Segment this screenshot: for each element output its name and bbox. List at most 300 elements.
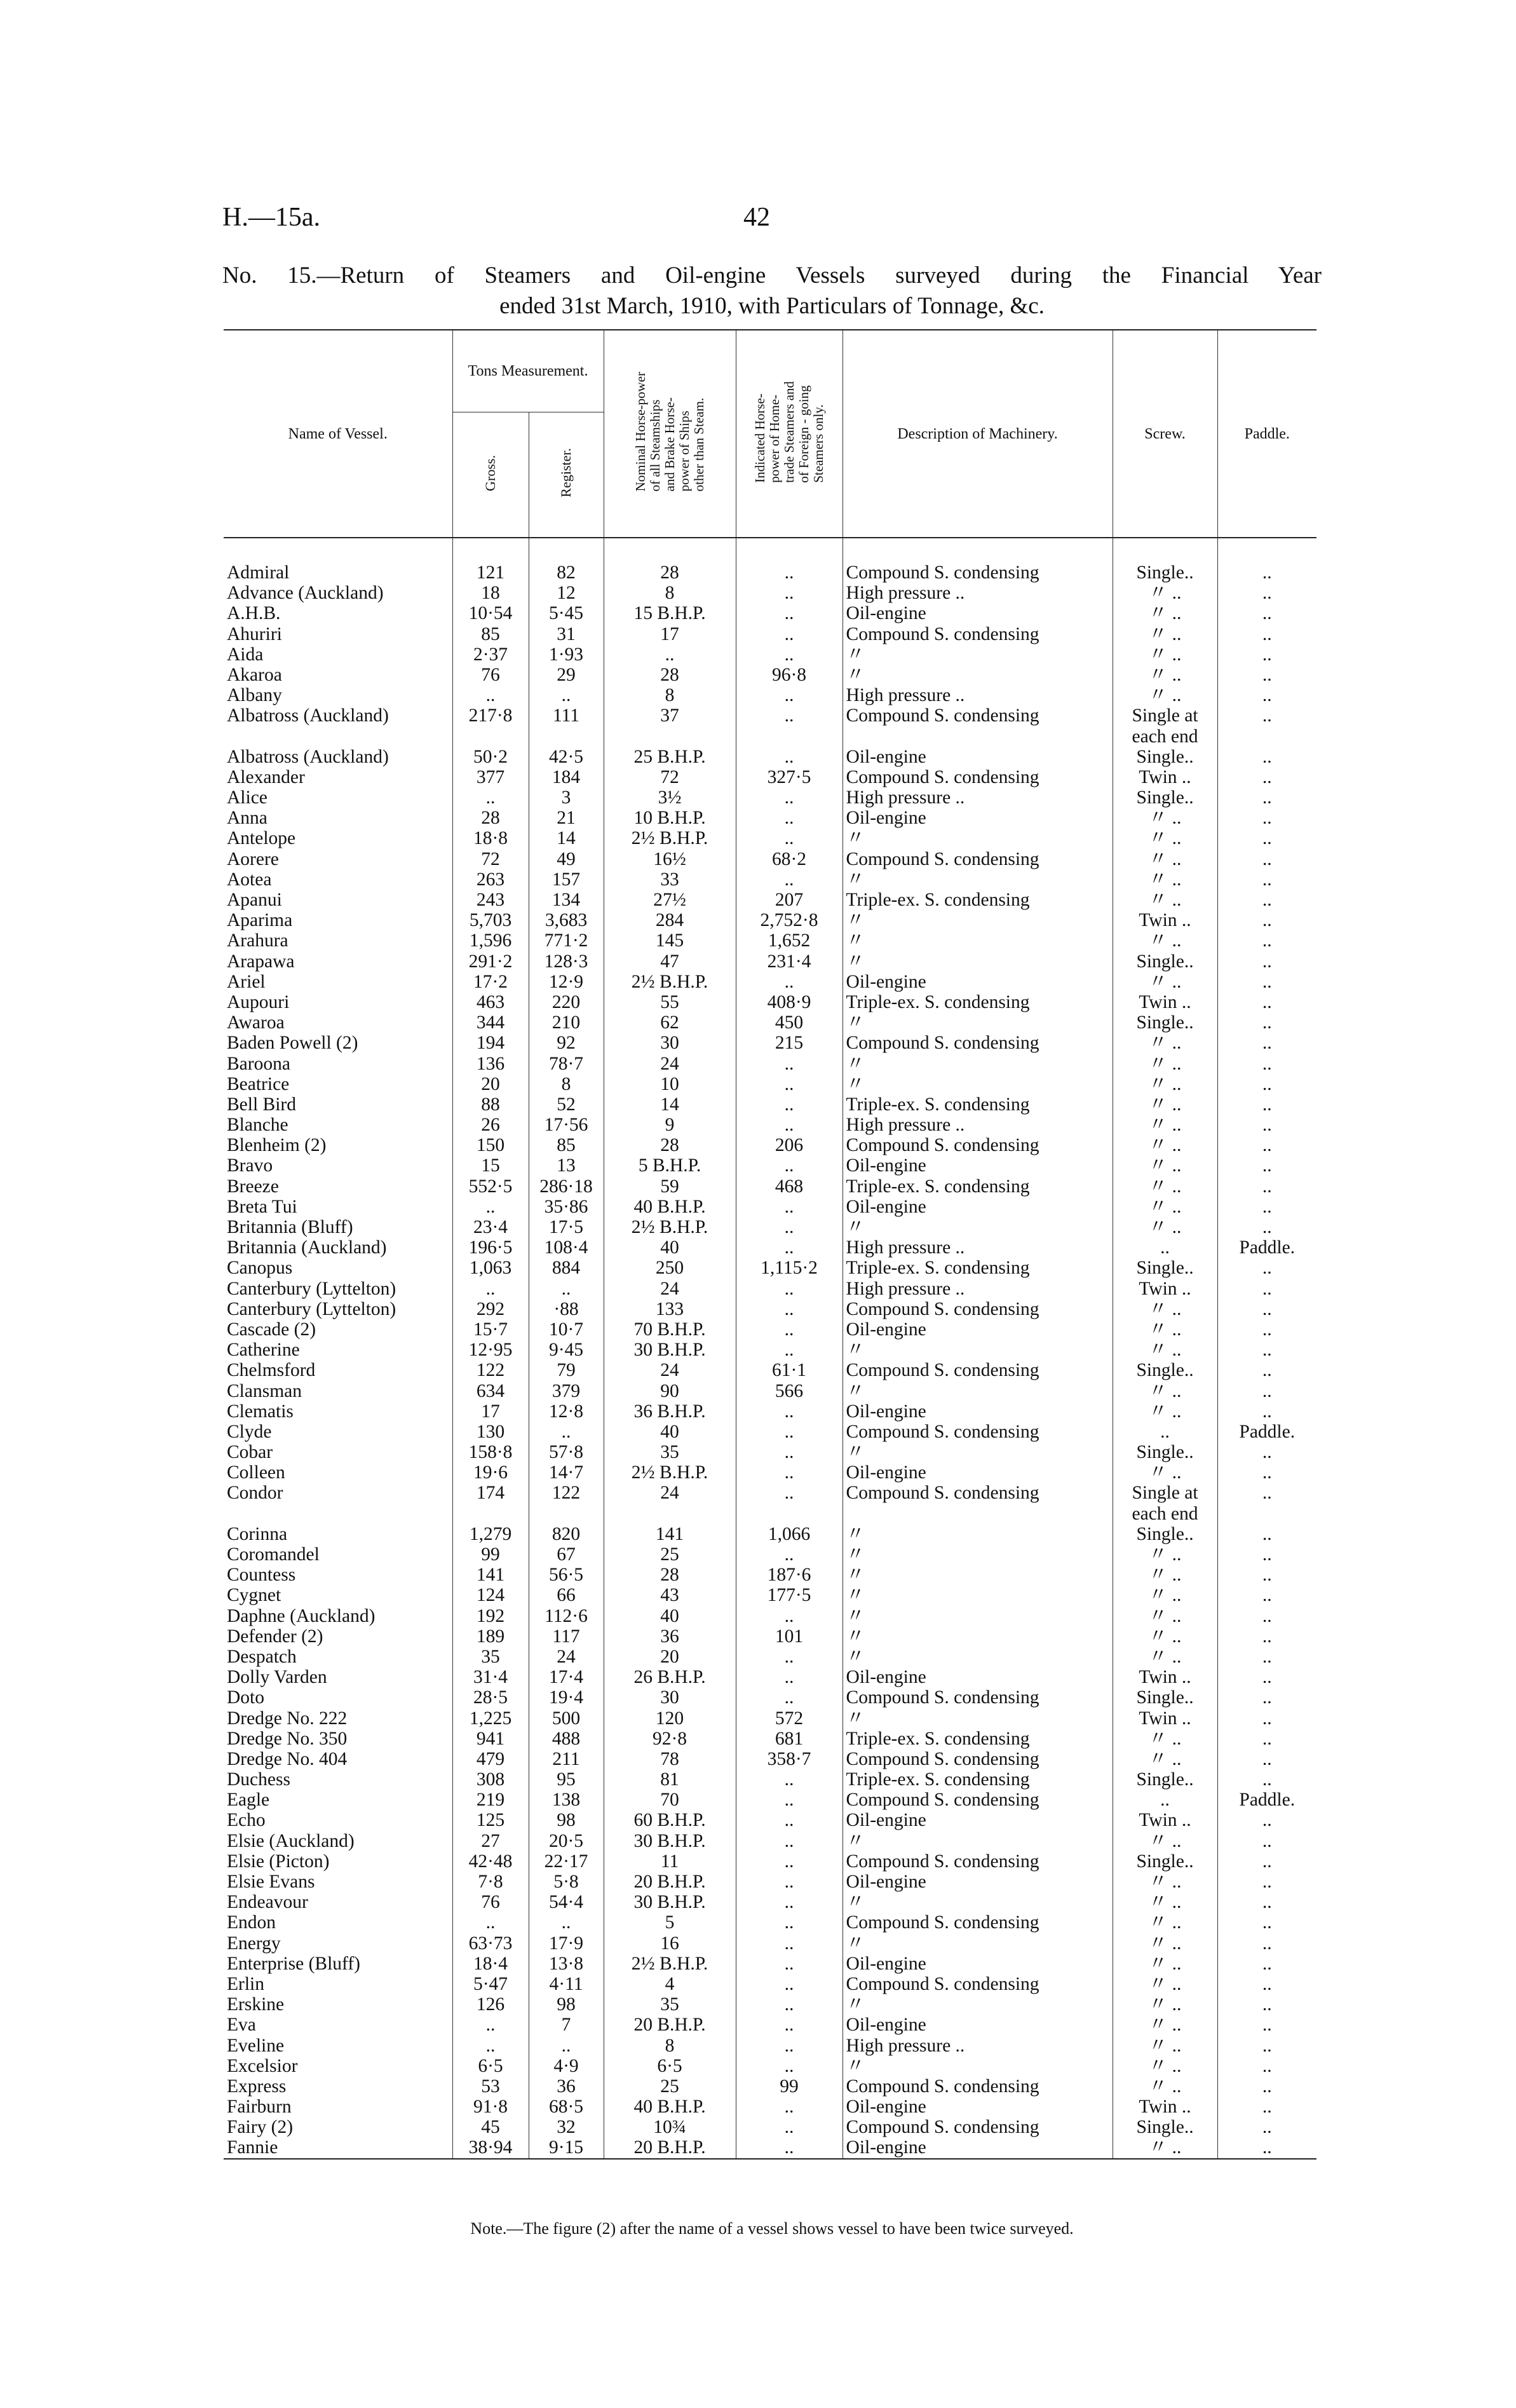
screw-type: 〃 .. bbox=[1113, 1831, 1217, 1851]
register-tons: 500 bbox=[529, 1708, 604, 1729]
indicated-horse-power: .. bbox=[736, 972, 843, 992]
machinery-description: 〃 bbox=[843, 1565, 1113, 1585]
indicated-horse-power: 450 bbox=[736, 1012, 843, 1033]
gross-tons: 136 bbox=[452, 1054, 529, 1074]
nominal-horse-power: 120 bbox=[604, 1708, 736, 1729]
vessel-name: Canopus bbox=[227, 1258, 293, 1279]
register-tons: 3,683 bbox=[529, 910, 604, 930]
nominal-horse-power: 145 bbox=[604, 930, 736, 951]
indicated-horse-power: 68·2 bbox=[736, 849, 843, 869]
paddle-type: .. bbox=[1217, 1258, 1316, 1278]
nominal-horse-power: 25 B.H.P. bbox=[604, 747, 736, 767]
screw-type: Single.. bbox=[1113, 747, 1217, 767]
paddle-type: .. bbox=[1217, 1319, 1316, 1340]
register-tons: 31 bbox=[529, 624, 604, 644]
paddle-type: .. bbox=[1217, 685, 1316, 705]
indicated-horse-power: .. bbox=[736, 1851, 843, 1872]
machinery-description: 〃 bbox=[843, 644, 1113, 665]
indicated-horse-power: 681 bbox=[736, 1729, 843, 1749]
paddle-type: .. bbox=[1217, 1892, 1316, 1912]
gross-tons: 192 bbox=[452, 1606, 529, 1626]
screw-type: each end bbox=[1113, 1504, 1217, 1524]
header-description: Description of Machinery. bbox=[843, 330, 1113, 538]
screw-type: 〃 .. bbox=[1113, 930, 1217, 951]
nominal-horse-power: 26 B.H.P. bbox=[604, 1667, 736, 1687]
vessel-name: Eagle bbox=[227, 1790, 270, 1811]
nominal-horse-power: 92·8 bbox=[604, 1729, 736, 1749]
indicated-horse-power: 61·1 bbox=[736, 1360, 843, 1380]
nominal-horse-power: 28 bbox=[604, 1135, 736, 1155]
indicated-horse-power: .. bbox=[736, 1790, 843, 1810]
screw-type: 〃 .. bbox=[1113, 1197, 1217, 1217]
nominal-horse-power: 15 B.H.P. bbox=[604, 603, 736, 623]
register-tons: 12·8 bbox=[529, 1401, 604, 1422]
table-row bbox=[224, 2056, 1316, 2076]
paddle-type: .. bbox=[1217, 1585, 1316, 1605]
gross-tons: 7·8 bbox=[452, 1872, 529, 1892]
register-tons: 49 bbox=[529, 849, 604, 869]
table-row bbox=[224, 910, 1316, 930]
vessel-name: Cygnet bbox=[227, 1585, 281, 1606]
vessel-name: Breta Tui bbox=[227, 1196, 297, 1217]
table-row bbox=[224, 624, 1316, 644]
register-tons: 67 bbox=[529, 1544, 604, 1565]
table-row bbox=[224, 2015, 1316, 2035]
screw-type: 〃 .. bbox=[1113, 1319, 1217, 1340]
register-tons: 5·8 bbox=[529, 1872, 604, 1892]
nominal-horse-power: 24 bbox=[604, 1483, 736, 1503]
screw-type: 〃 .. bbox=[1113, 1994, 1217, 2015]
gross-tons: .. bbox=[452, 2036, 529, 2056]
indicated-horse-power: .. bbox=[736, 603, 843, 623]
register-tons: 8 bbox=[529, 1074, 604, 1094]
nominal-horse-power: .. bbox=[604, 644, 736, 665]
paddle-type: .. bbox=[1217, 1851, 1316, 1872]
paddle-type: .. bbox=[1217, 1155, 1316, 1176]
nominal-horse-power: 10¾ bbox=[604, 2117, 736, 2137]
gross-tons: 15·7 bbox=[452, 1319, 529, 1340]
screw-type: 〃 .. bbox=[1113, 1912, 1217, 1933]
indicated-horse-power: .. bbox=[736, 1769, 843, 1790]
paddle-type: .. bbox=[1217, 1135, 1316, 1155]
screw-type: 〃 .. bbox=[1113, 1892, 1217, 1912]
title-line-1: No. 15.—Return of Steamers and Oil-engine Vessels surveyed during the Financial Year bbox=[222, 262, 1322, 289]
indicated-horse-power: 96·8 bbox=[736, 665, 843, 685]
nominal-horse-power: 2½ B.H.P. bbox=[604, 828, 736, 848]
screw-type: 〃 .. bbox=[1113, 849, 1217, 869]
nominal-horse-power: 70 B.H.P. bbox=[604, 1319, 736, 1340]
register-tons: .. bbox=[529, 685, 604, 705]
machinery-description: Triple-ex. S. condensing bbox=[843, 1769, 1113, 1790]
gross-tons: 344 bbox=[452, 1012, 529, 1033]
gross-tons: 20 bbox=[452, 1074, 529, 1094]
indicated-horse-power: .. bbox=[736, 583, 843, 603]
machinery-description: Oil-engine bbox=[843, 1319, 1113, 1340]
screw-type: 〃 .. bbox=[1113, 1565, 1217, 1585]
table-row bbox=[224, 808, 1316, 828]
paddle-type: .. bbox=[1217, 1012, 1316, 1033]
gross-tons: 18·8 bbox=[452, 828, 529, 848]
nominal-horse-power: 16½ bbox=[604, 849, 736, 869]
paddle-type: .. bbox=[1217, 1197, 1316, 1217]
indicated-horse-power: .. bbox=[736, 685, 843, 705]
vessel-name: Aotea bbox=[227, 869, 272, 890]
indicated-horse-power: .. bbox=[736, 1892, 843, 1912]
machinery-description: Compound S. condensing bbox=[843, 1687, 1113, 1708]
machinery-description: 〃 bbox=[843, 1994, 1113, 2015]
machinery-description: Oil-engine bbox=[843, 1401, 1113, 1422]
nominal-horse-power: 10 B.H.P. bbox=[604, 808, 736, 828]
nominal-horse-power: 141 bbox=[604, 1524, 736, 1544]
paddle-type: .. bbox=[1217, 1483, 1316, 1503]
screw-type: Single.. bbox=[1113, 1442, 1217, 1462]
paddle-type bbox=[1217, 1504, 1316, 1524]
gross-tons: 88 bbox=[452, 1094, 529, 1115]
register-tons: 7 bbox=[529, 2015, 604, 2035]
nominal-horse-power: 20 bbox=[604, 1647, 736, 1667]
indicated-horse-power: .. bbox=[736, 1197, 843, 1217]
vessel-name: Blenheim (2) bbox=[227, 1135, 327, 1156]
gross-tons: 634 bbox=[452, 1381, 529, 1401]
table-row bbox=[224, 2036, 1316, 2056]
gross-tons: 38·94 bbox=[452, 2137, 529, 2158]
gross-tons: 15 bbox=[452, 1155, 529, 1176]
table-row bbox=[224, 1422, 1316, 1442]
screw-type: 〃 .. bbox=[1113, 1933, 1217, 1954]
machinery-description: 〃 bbox=[843, 1012, 1113, 1033]
machinery-description: Compound S. condensing bbox=[843, 1299, 1113, 1319]
gross-tons bbox=[452, 1504, 529, 1524]
register-tons: 32 bbox=[529, 2117, 604, 2137]
table-row bbox=[224, 1074, 1316, 1094]
screw-type: 〃 .. bbox=[1113, 1749, 1217, 1769]
table-row bbox=[224, 1933, 1316, 1954]
register-tons: 42·5 bbox=[529, 747, 604, 767]
table-row bbox=[224, 705, 1316, 726]
register-tons: 9·45 bbox=[529, 1340, 604, 1360]
vessel-name: Awaroa bbox=[227, 1012, 285, 1033]
register-tons: 134 bbox=[529, 890, 604, 910]
indicated-horse-power: .. bbox=[736, 1810, 843, 1830]
vessel-name: Endeavour bbox=[227, 1892, 308, 1913]
indicated-horse-power: .. bbox=[736, 1994, 843, 2015]
paddle-type: .. bbox=[1217, 1524, 1316, 1544]
page-header bbox=[222, 202, 1315, 240]
indicated-horse-power: .. bbox=[736, 787, 843, 808]
vessel-name: Fannie bbox=[227, 2137, 278, 2158]
register-tons: 66 bbox=[529, 1585, 604, 1605]
table-row bbox=[224, 1258, 1316, 1278]
paddle-type: .. bbox=[1217, 665, 1316, 685]
nominal-horse-power: 60 B.H.P. bbox=[604, 1810, 736, 1830]
paddle-type: .. bbox=[1217, 1810, 1316, 1830]
screw-type: 〃 .. bbox=[1113, 1054, 1217, 1074]
header-name-of-vessel: Name of Vessel. bbox=[224, 330, 452, 538]
indicated-horse-power: 358·7 bbox=[736, 1749, 843, 1769]
nominal-horse-power: 24 bbox=[604, 1360, 736, 1380]
vessel-name: Clematis bbox=[227, 1401, 294, 1422]
register-tons: 17·9 bbox=[529, 1933, 604, 1954]
header-tons-measurement: Tons Measurement. bbox=[452, 330, 604, 412]
vessel-name: Baroona bbox=[227, 1053, 290, 1074]
indicated-horse-power: .. bbox=[736, 2137, 843, 2158]
nominal-horse-power: 30 B.H.P. bbox=[604, 1892, 736, 1912]
vessel-name: Fairy (2) bbox=[227, 2117, 294, 2138]
machinery-description: 〃 bbox=[843, 910, 1113, 930]
register-tons: 128·3 bbox=[529, 951, 604, 972]
vessel-name: Eva bbox=[227, 2015, 256, 2036]
machinery-description: Compound S. condensing bbox=[843, 1483, 1113, 1503]
screw-type: 〃 .. bbox=[1113, 1544, 1217, 1565]
paddle-type: .. bbox=[1217, 951, 1316, 972]
register-tons: 488 bbox=[529, 1729, 604, 1749]
vessel-name: Echo bbox=[227, 1810, 266, 1831]
screw-type: 〃 .. bbox=[1113, 890, 1217, 910]
nominal-horse-power: 20 B.H.P. bbox=[604, 2015, 736, 2035]
nominal-horse-power bbox=[604, 726, 736, 747]
table-row bbox=[224, 1012, 1316, 1033]
screw-type: Twin .. bbox=[1113, 1279, 1217, 1299]
table-row bbox=[224, 1197, 1316, 1217]
register-tons: 884 bbox=[529, 1258, 604, 1278]
paddle-type: .. bbox=[1217, 1544, 1316, 1565]
screw-type: Single.. bbox=[1113, 951, 1217, 972]
paddle-type: .. bbox=[1217, 828, 1316, 848]
machinery-description: 〃 bbox=[843, 1606, 1113, 1626]
screw-type: 〃 .. bbox=[1113, 2056, 1217, 2076]
table-row bbox=[224, 930, 1316, 951]
vessel-name: Condor bbox=[227, 1483, 283, 1504]
nominal-horse-power: 36 B.H.P. bbox=[604, 1401, 736, 1422]
machinery-description: High pressure .. bbox=[843, 787, 1113, 808]
vessel-name: Doto bbox=[227, 1687, 264, 1708]
screw-type: 〃 .. bbox=[1113, 1176, 1217, 1197]
vessel-name: Corinna bbox=[227, 1523, 288, 1544]
paddle-type: .. bbox=[1217, 1667, 1316, 1687]
register-tons: 20·5 bbox=[529, 1831, 604, 1851]
screw-type: each end bbox=[1113, 726, 1217, 747]
nominal-horse-power: 40 bbox=[604, 1606, 736, 1626]
screw-type: 〃 .. bbox=[1113, 1626, 1217, 1647]
gross-tons: 552·5 bbox=[452, 1176, 529, 1197]
vessel-name: Express bbox=[227, 2076, 287, 2097]
table-row bbox=[224, 644, 1316, 665]
register-tons: .. bbox=[529, 2036, 604, 2056]
table-row bbox=[224, 1892, 1316, 1912]
gross-tons: 18 bbox=[452, 583, 529, 603]
indicated-horse-power: .. bbox=[736, 644, 843, 665]
screw-type: Twin .. bbox=[1113, 910, 1217, 930]
vessel-name: Elsie (Auckland) bbox=[227, 1830, 355, 1851]
screw-type: 〃 .. bbox=[1113, 1299, 1217, 1319]
register-tons: .. bbox=[529, 1279, 604, 1299]
nominal-horse-power: 28 bbox=[604, 562, 736, 583]
indicated-horse-power: .. bbox=[736, 1279, 843, 1299]
indicated-horse-power: .. bbox=[736, 1933, 843, 1954]
header-screw: Screw. bbox=[1113, 330, 1217, 538]
register-tons: 210 bbox=[529, 1012, 604, 1033]
vessel-name: Alexander bbox=[227, 766, 305, 787]
paddle-type: .. bbox=[1217, 1933, 1316, 1954]
register-tons: 17·56 bbox=[529, 1115, 604, 1135]
indicated-horse-power: 101 bbox=[736, 1626, 843, 1647]
gross-tons: 18·4 bbox=[452, 1954, 529, 1974]
indicated-horse-power: .. bbox=[736, 1237, 843, 1258]
register-tons: 111 bbox=[529, 705, 604, 726]
paddle-type: .. bbox=[1217, 644, 1316, 665]
vessel-name: Admiral bbox=[227, 562, 290, 583]
register-tons: 10·7 bbox=[529, 1319, 604, 1340]
gross-tons: 17·2 bbox=[452, 972, 529, 992]
table-row bbox=[224, 1319, 1316, 1340]
gross-tons: 1,279 bbox=[452, 1524, 529, 1544]
nominal-horse-power: 35 bbox=[604, 1994, 736, 2015]
paddle-type: .. bbox=[1217, 1708, 1316, 1729]
indicated-horse-power: 207 bbox=[736, 890, 843, 910]
vessel-name: Aparima bbox=[227, 910, 293, 931]
machinery-description: 〃 bbox=[843, 1381, 1113, 1401]
nominal-horse-power: 6·5 bbox=[604, 2056, 736, 2076]
vessel-name: Baden Powell (2) bbox=[227, 1033, 358, 1054]
machinery-description: Triple-ex. S. condensing bbox=[843, 1729, 1113, 1749]
register-tons: 286·18 bbox=[529, 1176, 604, 1197]
vessels-table bbox=[224, 329, 1316, 2163]
machinery-description: High pressure .. bbox=[843, 1115, 1113, 1135]
machinery-description: Compound S. condensing bbox=[843, 2117, 1113, 2137]
indicated-horse-power: .. bbox=[736, 1954, 843, 1974]
nominal-horse-power: 72 bbox=[604, 767, 736, 787]
nominal-horse-power: 2½ B.H.P. bbox=[604, 972, 736, 992]
paddle-type: .. bbox=[1217, 747, 1316, 767]
register-tons: 379 bbox=[529, 1381, 604, 1401]
screw-type: 〃 .. bbox=[1113, 1033, 1217, 1053]
nominal-horse-power: 5 bbox=[604, 1912, 736, 1933]
indicated-horse-power: 177·5 bbox=[736, 1585, 843, 1605]
page-number: 42 bbox=[743, 203, 770, 232]
gross-tons: 50·2 bbox=[452, 747, 529, 767]
paddle-type: .. bbox=[1217, 869, 1316, 890]
nominal-horse-power: 17 bbox=[604, 624, 736, 644]
register-tons: 78·7 bbox=[529, 1054, 604, 1074]
gross-tons: 28·5 bbox=[452, 1687, 529, 1708]
paddle-type: .. bbox=[1217, 705, 1316, 726]
register-tons: 138 bbox=[529, 1790, 604, 1810]
indicated-horse-power: .. bbox=[736, 1401, 843, 1422]
machinery-description: Oil-engine bbox=[843, 2097, 1113, 2117]
gross-tons: 17 bbox=[452, 1401, 529, 1422]
table-row bbox=[224, 603, 1316, 623]
header-indicated-horse-power: Indicated Horse- power of Home- trade Steamers and of Foreign - going Steamers only. bbox=[736, 330, 843, 538]
register-tons: 1·93 bbox=[529, 644, 604, 665]
paddle-type: .. bbox=[1217, 1606, 1316, 1626]
gross-tons: 63·73 bbox=[452, 1933, 529, 1954]
machinery-description: Compound S. condensing bbox=[843, 849, 1113, 869]
nominal-horse-power: 37 bbox=[604, 705, 736, 726]
screw-type: Twin .. bbox=[1113, 767, 1217, 787]
indicated-horse-power: 1,066 bbox=[736, 1524, 843, 1544]
vessel-name: Enterprise (Bluff) bbox=[227, 1953, 360, 1974]
register-tons: 220 bbox=[529, 992, 604, 1012]
table-row bbox=[224, 1135, 1316, 1155]
vessel-name: Despatch bbox=[227, 1646, 297, 1667]
nominal-horse-power: 250 bbox=[604, 1258, 736, 1278]
vessel-name: Cascade (2) bbox=[227, 1319, 316, 1340]
paddle-type: .. bbox=[1217, 972, 1316, 992]
paddle-type: .. bbox=[1217, 808, 1316, 828]
register-tons: 35·86 bbox=[529, 1197, 604, 1217]
vessel-name: Breeze bbox=[227, 1176, 279, 1197]
nominal-horse-power: 14 bbox=[604, 1094, 736, 1115]
machinery-description: Compound S. condensing bbox=[843, 1790, 1113, 1810]
gross-tons: 45 bbox=[452, 2117, 529, 2137]
gross-tons: 23·4 bbox=[452, 1217, 529, 1237]
screw-type: 〃 .. bbox=[1113, 1872, 1217, 1892]
vessel-name: Arahura bbox=[227, 930, 288, 951]
table-row bbox=[224, 1769, 1316, 1790]
machinery-description: Oil-engine bbox=[843, 1954, 1113, 1974]
screw-type: 〃 .. bbox=[1113, 1135, 1217, 1155]
table-row bbox=[224, 685, 1316, 705]
indicated-horse-power bbox=[736, 726, 843, 747]
indicated-horse-power: .. bbox=[736, 1872, 843, 1892]
paddle-type: .. bbox=[1217, 2015, 1316, 2035]
vessel-name: Coromandel bbox=[227, 1544, 320, 1565]
screw-type: 〃 .. bbox=[1113, 828, 1217, 848]
vessel-name: Elsie Evans bbox=[227, 1872, 315, 1892]
machinery-description: 〃 bbox=[843, 828, 1113, 848]
screw-type: 〃 .. bbox=[1113, 644, 1217, 665]
gross-tons: 5,703 bbox=[452, 910, 529, 930]
nominal-horse-power: 20 B.H.P. bbox=[604, 2137, 736, 2158]
machinery-description: 〃 bbox=[843, 1340, 1113, 1360]
gross-tons: 308 bbox=[452, 1769, 529, 1790]
table-row bbox=[224, 1708, 1316, 1729]
screw-type: 〃 .. bbox=[1113, 1606, 1217, 1626]
paddle-type: .. bbox=[1217, 2097, 1316, 2117]
vessel-name: Antelope bbox=[227, 828, 296, 849]
nominal-horse-power: 33 bbox=[604, 869, 736, 890]
gross-tons: 189 bbox=[452, 1626, 529, 1647]
table-row bbox=[224, 1299, 1316, 1319]
table-row bbox=[224, 1872, 1316, 1892]
vessel-name: A.H.B. bbox=[227, 603, 281, 624]
nominal-horse-power: 30 bbox=[604, 1033, 736, 1053]
register-tons: 14·7 bbox=[529, 1462, 604, 1483]
table-row bbox=[224, 1237, 1316, 1258]
nominal-horse-power: 47 bbox=[604, 951, 736, 972]
machinery-description: Compound S. condensing bbox=[843, 705, 1113, 726]
register-tons: 14 bbox=[529, 828, 604, 848]
gross-tons: 1,596 bbox=[452, 930, 529, 951]
machinery-description bbox=[843, 1504, 1113, 1524]
paddle-type: .. bbox=[1217, 787, 1316, 808]
table-row bbox=[224, 1729, 1316, 1749]
vessel-name: Bravo bbox=[227, 1155, 273, 1176]
indicated-horse-power: .. bbox=[736, 1687, 843, 1708]
table-row bbox=[224, 583, 1316, 603]
table-row bbox=[224, 1851, 1316, 1872]
nominal-horse-power: 25 bbox=[604, 2076, 736, 2097]
gross-tons: 941 bbox=[452, 1729, 529, 1749]
screw-type: 〃 .. bbox=[1113, 869, 1217, 890]
table-row bbox=[224, 1442, 1316, 1462]
register-tons: 157 bbox=[529, 869, 604, 890]
nominal-horse-power: 11 bbox=[604, 1851, 736, 1872]
vessel-name: Ahuriri bbox=[227, 623, 282, 644]
table-row bbox=[224, 1033, 1316, 1053]
machinery-description: Triple-ex. S. condensing bbox=[843, 890, 1113, 910]
table-row bbox=[224, 747, 1316, 767]
